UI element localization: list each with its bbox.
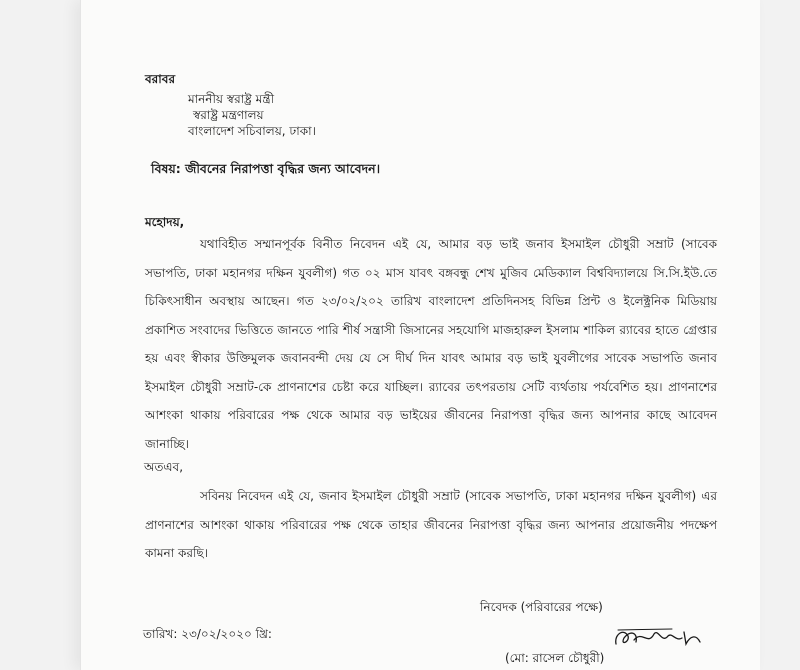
salutation: মহোদয়, xyxy=(145,215,185,229)
letter-page xyxy=(80,0,760,670)
recipient-line-1: মাননীয় স্বরাষ্ট্র মন্ত্রী xyxy=(188,92,275,106)
body-paragraph-2: সবিনয় নিবেদন এই যে, জনাব ইসমাইল চৌধুরী সম্রাট (সাবেক সভাপতি, ঢাকা মহানগর দক্ষিন যুবলীগ) এর প্রাণনাশের আশংকা থাকায় পরিবারের পক্ষ থেকে তাহার জীবনের নিরাপত্তা বৃদ্ধির জন্য আপনার প্রয়োজনীয় পদক্ষেপ কামনা করছি। xyxy=(145,489,717,560)
signature xyxy=(610,624,710,652)
recipient-line-3: বাংলাদেশ সচিবালয়, ঢাকা। xyxy=(188,124,316,138)
subject-line: বিষয়: জীবনের নিরাপত্তা বৃদ্ধির জন্য আবেদন। xyxy=(151,161,381,176)
therefore-label: অতএব, xyxy=(144,460,184,474)
sender-name: (মো: রাসেল চৌধুরী) xyxy=(505,651,605,665)
date-line: তারিখ: ২৩/০২/২০২০ খ্রি: xyxy=(143,627,272,641)
body-paragraph-1: যথাবিহীত সম্মানপূর্বক বিনীত নিবেদন এই যে, আমার বড় ভাই জনাব ইসমাইল চৌধুরী সম্রাট (সাবেক সভাপতি, ঢাকা মহানগর দক্ষিন যুবলীগ) গত ০২ মাস যাবৎ বঙ্গবন্ধু শেখ মুজিব মেডিক্যাল বিশ্ববিদ্যালয়ে সি.সি.ইউ.তে চিকিৎসাধীন অবস্থায় আছেন। গত ২৩/০২/২০২ তারিখ বাংলাদেশ প্রতিদিনসহ বিভিন্ন প্রিন্ট ও ইলেক্ট্রনিক মিডিয়ায় প্রকাশিত সংবাদের ভিত্তিতে জানতে পারি শীর্ষ সন্ত্রাসী জিসানের সহযোগি মাজহারুল ইসলাম শাকিল র‍্যাবের হাতে গ্রেপ্তার হয় এবং স্বীকার উক্তিমুলক জবানবন্দী দেয় যে সে দীর্ঘ দিন যাবৎ আমার বড় ভাই যুবলীগের সাবেক সভাপতি জনাব ইসমাইল চৌধুরী সম্রাট-কে প্রাণনাশের চেষ্টা করে যাচ্ছিল। র‍্যাবের তৎপরতায় সেটি ব্যর্থতায় পর্যবেশিত হয়। প্রাণনাশের আশংকা থাকায় পরিবারের পক্ষ থেকে আমার বড় ভাইয়ের জীবনের নিরাপত্তা বৃদ্ধির জন্য আপনার কাছে আবেদন জানাচ্ছি। xyxy=(145,237,717,451)
sender-label: নিবেদক (পরিবারের পক্ষে) xyxy=(480,600,603,614)
recipient-to: বরাবর xyxy=(145,72,176,86)
page-edge xyxy=(80,0,81,670)
recipient-line-2: স্বরাষ্ট্র মন্ত্রণালয় xyxy=(193,108,264,122)
